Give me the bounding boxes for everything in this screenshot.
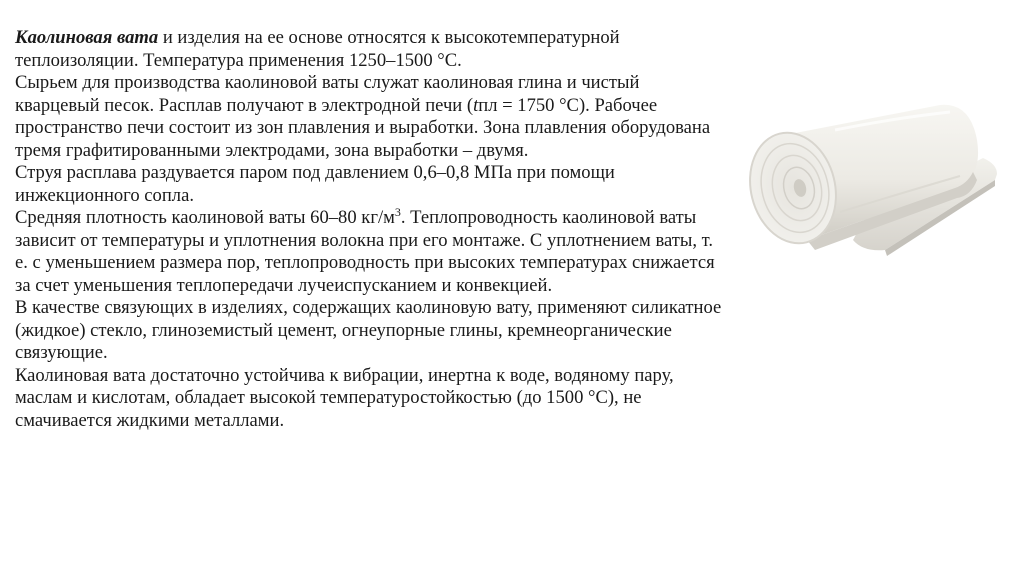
paragraph-blowing: Струя расплава раздувается паром под давлением 0,6–0,8 МПа при помощи инжекционного сопла. bbox=[15, 162, 615, 206]
paragraph-density bbox=[15, 207, 727, 297]
paragraph-intro bbox=[15, 27, 727, 72]
kaolin-wool-roll-icon bbox=[745, 100, 1007, 260]
paragraph-raw-materials-before: Сырьем для производства каолиновой ваты служат каолиновая глина и чистый кварцевый песок. Расплав получают в электродной печи ( bbox=[15, 72, 640, 116]
superscript-cube: 3 bbox=[394, 205, 401, 219]
paragraph-raw-materials bbox=[15, 72, 727, 162]
text-body bbox=[15, 27, 727, 432]
paragraph-properties: Каолиновая вата достаточно устойчива к вибрации, инертна к воде, водяному пару, маслам и кислотам, обладает высокой температуростойкостью (до 1500 °С), не смачивается жидкими металлами. bbox=[15, 364, 674, 431]
paragraph-binders: В качестве связующих в изделиях, содержащих каолиновую вату, применяют силикатное (жидкое) стекло, глиноземистый цемент, огнеупорные глины, кремнеорганические связующие. bbox=[15, 297, 722, 363]
kaolin-wool-roll-image bbox=[745, 100, 1007, 260]
term-kaolin-wool: Каолиновая вата bbox=[15, 27, 159, 48]
paragraph-raw-materials-after: пл = 1750 °С). Рабочее пространство печи состоит из зон плавления и выработки. Зона плавления оборудована тремя графитированными электродами, зона выработки – двумя. bbox=[15, 94, 711, 161]
paragraph-density-after: . Теплопроводность каолиновой ваты зависит от температуры и уплотнения волокна при его монтаже. С уплотнением ваты, т. е. с уменьшением размера пор, теплопроводность при высоких температурах снижается за счет уменьшения теплопередачи лучеиспусканием и конвекцией. bbox=[15, 207, 715, 296]
temperature-symbol: t bbox=[473, 94, 479, 116]
paragraph-intro-text: и изделия на ее основе относятся к высокотемпературной теплоизоляции. Температура применения 1250–1500 °С. bbox=[15, 27, 620, 71]
paragraph-density-before: Средняя плотность каолиновой ваты 60–80 кг/м bbox=[15, 207, 395, 228]
